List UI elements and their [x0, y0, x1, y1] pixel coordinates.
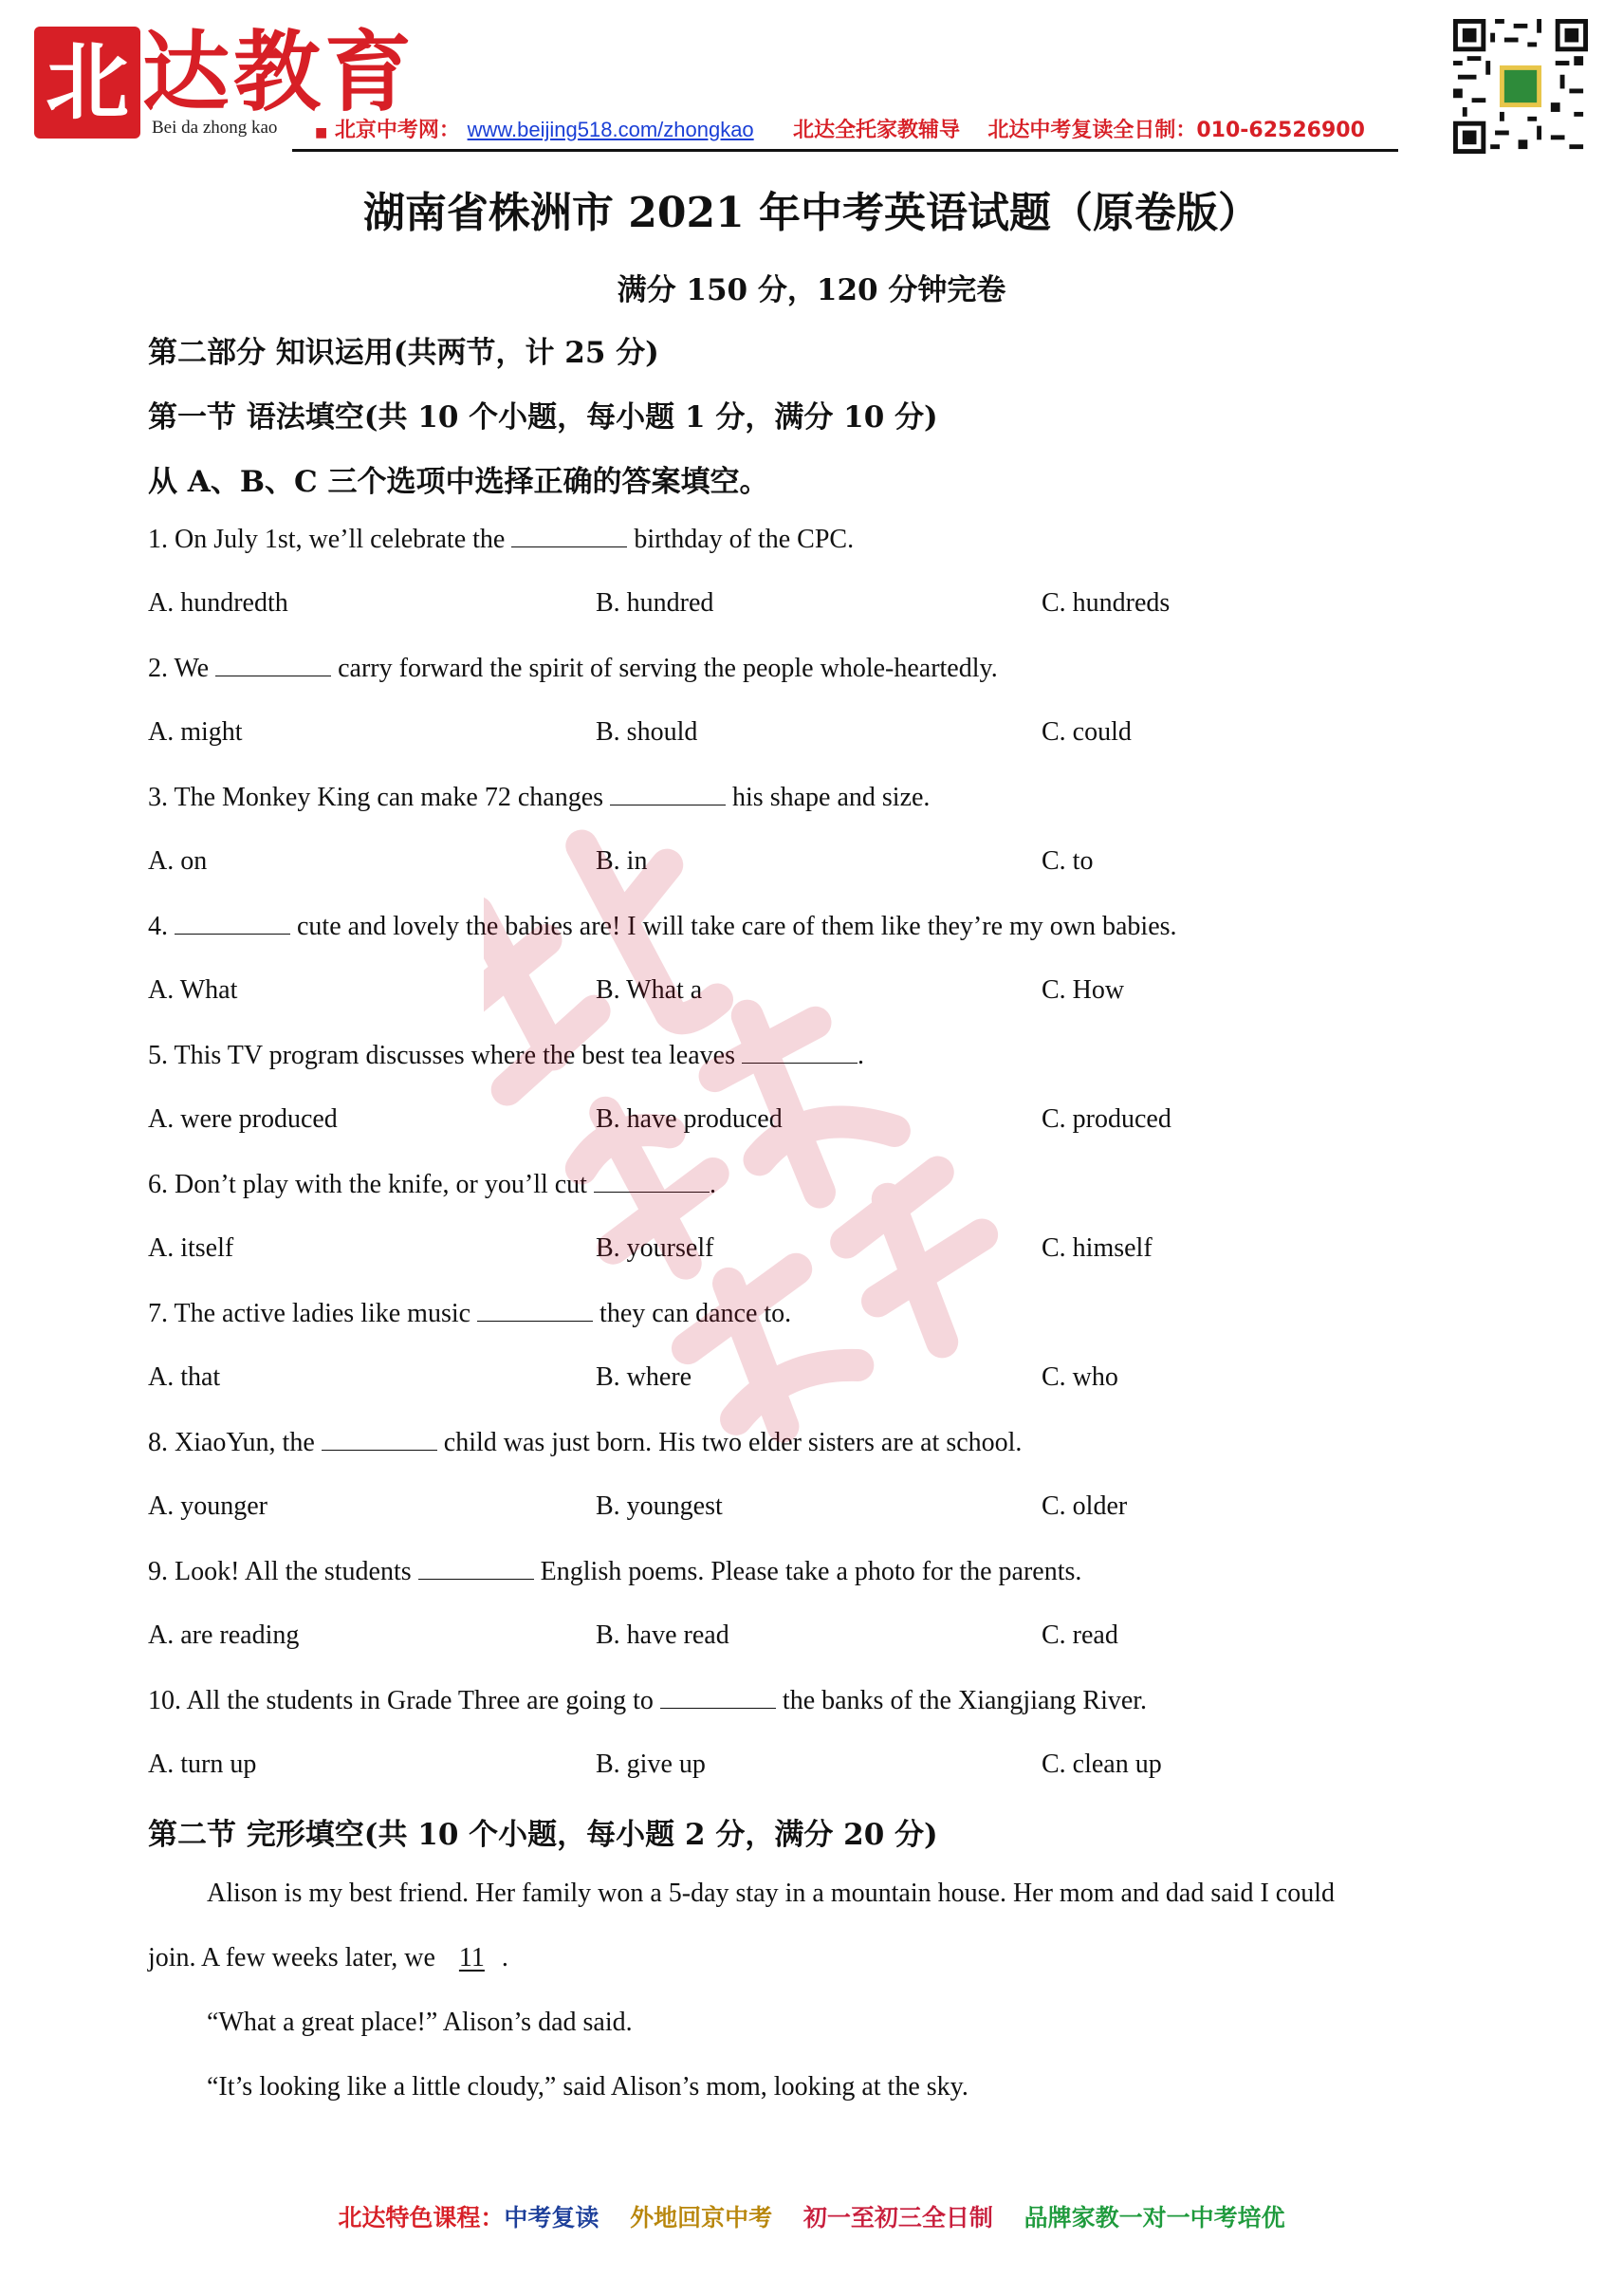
footer-course-retake[interactable]: 中考复读 [504, 2204, 599, 2231]
option-a: A. on [148, 846, 208, 876]
answer-blank [418, 1556, 534, 1580]
question-text: 5. This TV program discusses where the best tea leaves [148, 1041, 742, 1070]
passage-line: Alison is my best friend. Her family won a 5-day stay in a mountain house. Her mom and dad said I could [207, 1879, 1335, 1908]
footer-course-fulltime[interactable]: 初一至初三全日制 [802, 2204, 993, 2231]
question-text: cute and lovely the babies are! I will take care of them like they’re my own babies. [290, 912, 1177, 941]
question-text: carry forward the spirit of serving the people whole-heartedly. [331, 654, 998, 683]
page-title: 湖南省株洲市 2021 年中考英语试题（原卷版） [362, 189, 1261, 237]
header-links [315, 114, 1365, 143]
option-c: C. read [1042, 1620, 1118, 1650]
option-c: C. How [1042, 975, 1125, 1005]
passage-text: join. A few weeks later, we [148, 1943, 442, 1972]
option-a: A. What [148, 975, 238, 1005]
question-text: . [857, 1041, 864, 1070]
question-4 [148, 911, 1177, 942]
question-8 [148, 1427, 1022, 1458]
slogan-hotline: 北达中考复读全日制：010-62526900 [987, 119, 1365, 142]
instruction: 从 A、B、C 三个选项中选择正确的答案填空。 [148, 465, 769, 499]
question-text: 1. On July 1st, we’ll celebrate the [148, 525, 512, 554]
answer-blank [660, 1685, 776, 1709]
option-b: B. have produced [596, 1104, 783, 1134]
footer-course-return[interactable]: 外地回京中考 [630, 2204, 773, 2231]
answer-blank [610, 782, 726, 805]
option-c: C. hundreds [1042, 588, 1171, 618]
question-10 [148, 1685, 1147, 1716]
header-divider [292, 149, 1398, 152]
question-text: 9. Look! All the students [148, 1557, 418, 1586]
qr-code-icon [1453, 19, 1588, 154]
question-1 [148, 524, 854, 555]
brand-logo [34, 27, 140, 139]
passage-line: “What a great place!” Alison’s dad said. [207, 2008, 633, 2037]
answer-blank [322, 1427, 437, 1451]
question-3 [148, 782, 930, 813]
answer-blank [175, 911, 290, 935]
answer-blank [511, 524, 627, 547]
option-c: C. clean up [1042, 1750, 1162, 1779]
question-text: 10. All the students in Grade Three are going to [148, 1686, 660, 1715]
option-c: C. could [1042, 717, 1132, 747]
slogan-tutoring: 北达全托家教辅导 [793, 119, 961, 142]
option-b: B. should [596, 717, 698, 747]
brand-name: 达教育 [142, 21, 416, 123]
answer-blank [215, 653, 331, 676]
option-b: B. yourself [596, 1233, 714, 1263]
question-text: his shape and size. [726, 783, 931, 812]
option-b: B. youngest [596, 1491, 723, 1521]
square-bullet-icon: ■ [315, 125, 328, 140]
passage-text: . [501, 1943, 508, 1972]
brand-pinyin: Bei da zhong kao [152, 118, 278, 138]
option-b: B. where [596, 1362, 692, 1392]
footer-bar [0, 2199, 1623, 2233]
answer-blank [742, 1040, 858, 1064]
question-text: the banks of the Xiangjiang River. [775, 1686, 1148, 1715]
option-c: C. produced [1042, 1104, 1171, 1134]
option-b: B. hundred [596, 588, 714, 618]
question-text: 8. XiaoYun, the [148, 1428, 322, 1457]
option-c: C. himself [1042, 1233, 1153, 1263]
answer-blank [477, 1298, 593, 1322]
question-5 [148, 1040, 864, 1071]
option-c: C. who [1042, 1362, 1118, 1392]
part-heading: 第二部分 知识运用(共两节，计 25 分) [148, 336, 659, 370]
brand-watermark [484, 721, 1015, 1480]
question-text: birthday of the CPC. [627, 525, 855, 554]
option-b: B. What a [596, 975, 703, 1005]
option-c: C. older [1042, 1491, 1128, 1521]
question-text: 7. The active ladies like music [148, 1299, 478, 1328]
cloze-blank-11: 11 [458, 1943, 485, 1972]
option-a: A. turn up [148, 1750, 257, 1779]
option-a: A. that [148, 1362, 221, 1392]
question-text: . [709, 1170, 716, 1199]
option-b: B. give up [596, 1750, 706, 1779]
footer-label: 北达特色课程： [338, 2204, 505, 2231]
option-b: B. have read [596, 1620, 729, 1650]
option-a: A. hundredth [148, 588, 288, 618]
option-a: A. itself [148, 1233, 234, 1263]
option-a: A. younger [148, 1491, 267, 1521]
option-a: A. were produced [148, 1104, 338, 1134]
section2-heading: 第二节 完形填空(共 10 个小题，每小题 2 分，满分 20 分) [148, 1818, 938, 1852]
option-a: A. are reading [148, 1620, 300, 1650]
question-text: they can dance to. [593, 1299, 792, 1328]
passage-line: “It’s looking like a little cloudy,” said Alison’s mom, looking at the sky. [207, 2072, 968, 2102]
question-text: child was just born. His two elder sisters are at school. [436, 1428, 1023, 1457]
question-text: 4. [148, 912, 175, 941]
option-c: C. to [1042, 846, 1094, 876]
option-b: B. in [596, 846, 648, 876]
passage-line [148, 1943, 508, 1973]
option-a: A. might [148, 717, 243, 747]
question-text: English poems. Please take a photo for the parents. [533, 1557, 1082, 1586]
page-subtitle: 满分 150 分，120 分钟完卷 [617, 273, 1006, 307]
site-link[interactable]: www.beijing518.com/zhongkao [467, 118, 754, 141]
question-9 [148, 1556, 1081, 1587]
site-label: 北京中考网： [334, 119, 460, 142]
footer-course-tutor[interactable]: 品牌家教一对一中考培优 [1024, 2204, 1285, 2231]
question-6 [148, 1169, 716, 1200]
question-2 [148, 653, 998, 684]
logo-char: 北 [45, 32, 129, 131]
answer-blank [594, 1169, 710, 1193]
question-text: 3. The Monkey King can make 72 changes [148, 783, 611, 812]
question-text: 6. Don’t play with the knife, or you’ll cut [148, 1170, 594, 1199]
section1-heading: 第一节 语法填空(共 10 个小题，每小题 1 分，满分 10 分) [148, 400, 938, 435]
question-7 [148, 1298, 791, 1329]
question-text: 2. We [148, 654, 216, 683]
